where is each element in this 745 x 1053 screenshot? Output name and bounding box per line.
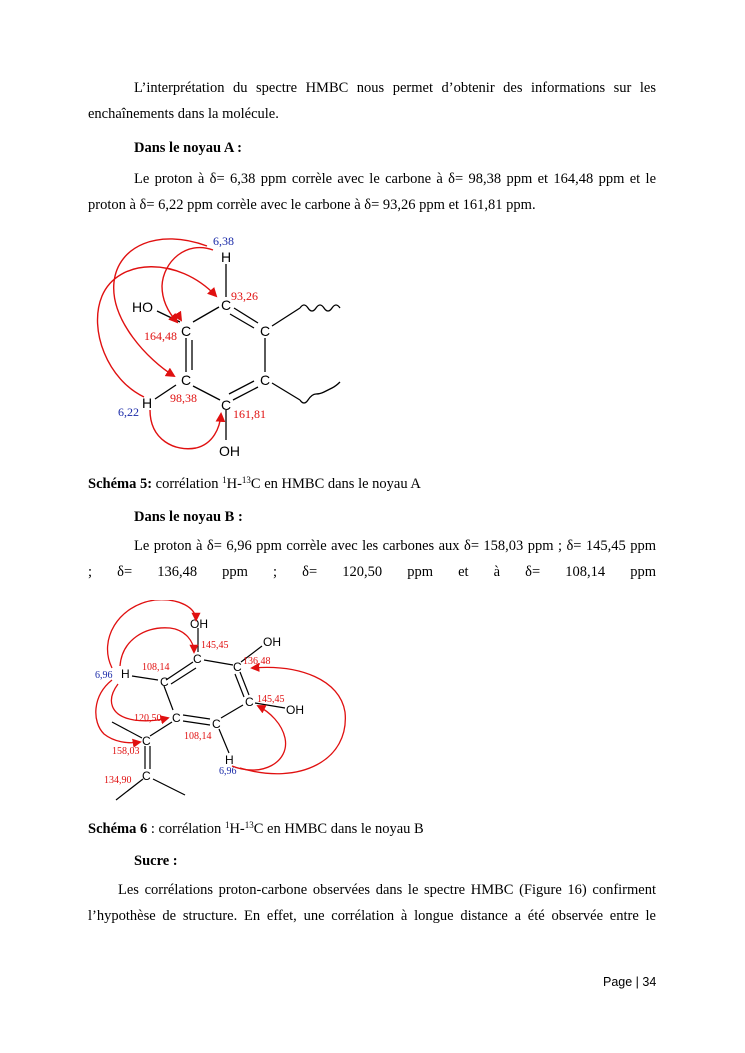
noyau-b-line-1: Le proton à δ= 6,96 ppm corrèle avec les carbones aux δ= 158,03 ppm ; δ= 145,45 ppm [134,538,656,554]
scheme-6-c-b: C [233,660,242,674]
scheme-5-ho: HO [132,299,153,315]
sucre-line-1: Les corrélations proton-carbone observées dans le spectre HMBC (Figure 16) confirment [118,882,656,898]
caption-6-text-1: : corrélation [147,821,225,837]
heading-sucre: Sucre : [134,853,178,869]
scheme-5-arrow-h638-to-164 [162,248,213,322]
scheme-6-c-a: C [193,652,202,666]
scheme-5-c5: C [181,372,192,388]
scheme-6-shift-145-right: 145,45 [257,694,285,705]
scheme-5-arrow-h638-to-c1 [173,256,205,320]
scheme-6-shift-158: 158,03 [112,746,140,757]
scheme-6-c-g: C [142,734,151,748]
caption-5-sup-1: 1 [222,475,227,485]
scheme-6-arrow-to-108-top [120,628,194,666]
sucre-line-2: l’hypothèse de structure. En effet, une corrélation à longue distance a été observée entre le [88,908,656,924]
noyau-a-line-2: proton à δ= 6,22 ppm corrèle avec le carbone à δ= 93,26 ppm et 161,81 ppm. [88,197,536,213]
scheme-6-shift-120: 120,50 [134,713,162,724]
scheme-5-shift-h-top: 6,38 [213,234,234,248]
scheme-6-arrow-to-136 [240,667,345,773]
scheme-5-c4: C [221,397,232,413]
scheme-6-c-d: C [212,717,221,731]
scheme-5-c2: C [260,323,271,339]
scheme-6-c-e: C [172,711,181,725]
scheme-5-h-top: H [221,249,232,265]
intro-line-1: L’interprétation du spectre HMBC nous permet d’obtenir des informations sur les [134,80,656,96]
caption-5-text-3: C en HMBC dans le noyau A [250,476,421,492]
scheme-5-arrow-h638-to-98 [114,239,207,376]
caption-6-text-2: H- [229,821,245,837]
scheme-5-correlation-arrows [98,239,221,449]
scheme-6-shift-134: 134,90 [104,775,132,786]
scheme-5-shift-h-left: 6,22 [118,405,139,419]
scheme-5-c3: C [260,372,271,388]
scheme-6-oh-right: OH [286,703,304,717]
scheme-6-h-bottom: H [225,753,234,767]
caption-5-sup-2: 13 [241,475,251,485]
intro-line-2: enchaînements dans la molécule. [88,106,279,122]
scheme-5-c6: C [181,323,192,339]
scheme-6-c-h: C [142,769,151,783]
caption-scheme-6 [88,821,424,838]
scheme-6-arrow-to-145-right [232,706,286,770]
scheme-6-shift-145-top: 145,45 [201,640,229,651]
heading-noyau-b: Dans le noyau B : [134,509,243,525]
scheme-5-c1: C [221,297,232,313]
scheme-5-shift-164: 164,48 [144,329,177,343]
caption-6-label: Schéma 6 [88,821,148,837]
scheme-6-c-c: C [245,695,254,709]
scheme-5-oh: OH [219,443,240,459]
scheme-5-shift-161: 161,81 [233,407,266,421]
scheme-6-shift-108-top: 108,14 [142,662,170,673]
scheme-6-shift-h-left: 6,96 [95,670,113,681]
caption-6-text-3: C en HMBC dans le noyau B [253,821,424,837]
caption-scheme-5 [88,476,421,493]
scheme-5-structure [0,0,745,470]
scheme-6-oh-top: OH [190,617,208,631]
caption-6-sup-1: 1 [224,820,230,830]
noyau-a-line-1: Le proton à δ= 6,38 ppm corrèle avec le carbone à δ= 98,38 ppm et 164,48 ppm et le [134,171,656,187]
scheme-6-h-left: H [121,667,130,681]
scheme-6-structure [0,600,745,815]
scheme-5-h-left: H [142,395,153,411]
scheme-5-shift-98: 98,38 [170,391,197,405]
scheme-6-shift-h-bottom: 6,96 [219,766,237,777]
scheme-6-shift-108-bottom: 108,14 [184,731,212,742]
scheme-6-oh-right-top: OH [263,635,281,649]
scheme-5-shift-93: 93,26 [231,289,258,303]
caption-6-sup-2: 13 [244,820,254,830]
heading-noyau-a: Dans le noyau A : [134,140,242,156]
scheme-6-c-f: C [160,675,169,689]
page-number: Page | 34 [603,975,657,989]
caption-5-label: Schéma 5: [88,476,153,492]
caption-5-text-1: corrélation [152,476,223,492]
caption-5-text-2: H- [226,476,242,492]
scheme-6-shift-136: 136,48 [243,656,271,667]
scheme-5-arrow-h622-to-161 [150,410,221,449]
noyau-b-line-2: ; δ= 136,48 ppm ; δ= 120,50 ppm et à δ= 108,14 ppm [88,564,656,580]
